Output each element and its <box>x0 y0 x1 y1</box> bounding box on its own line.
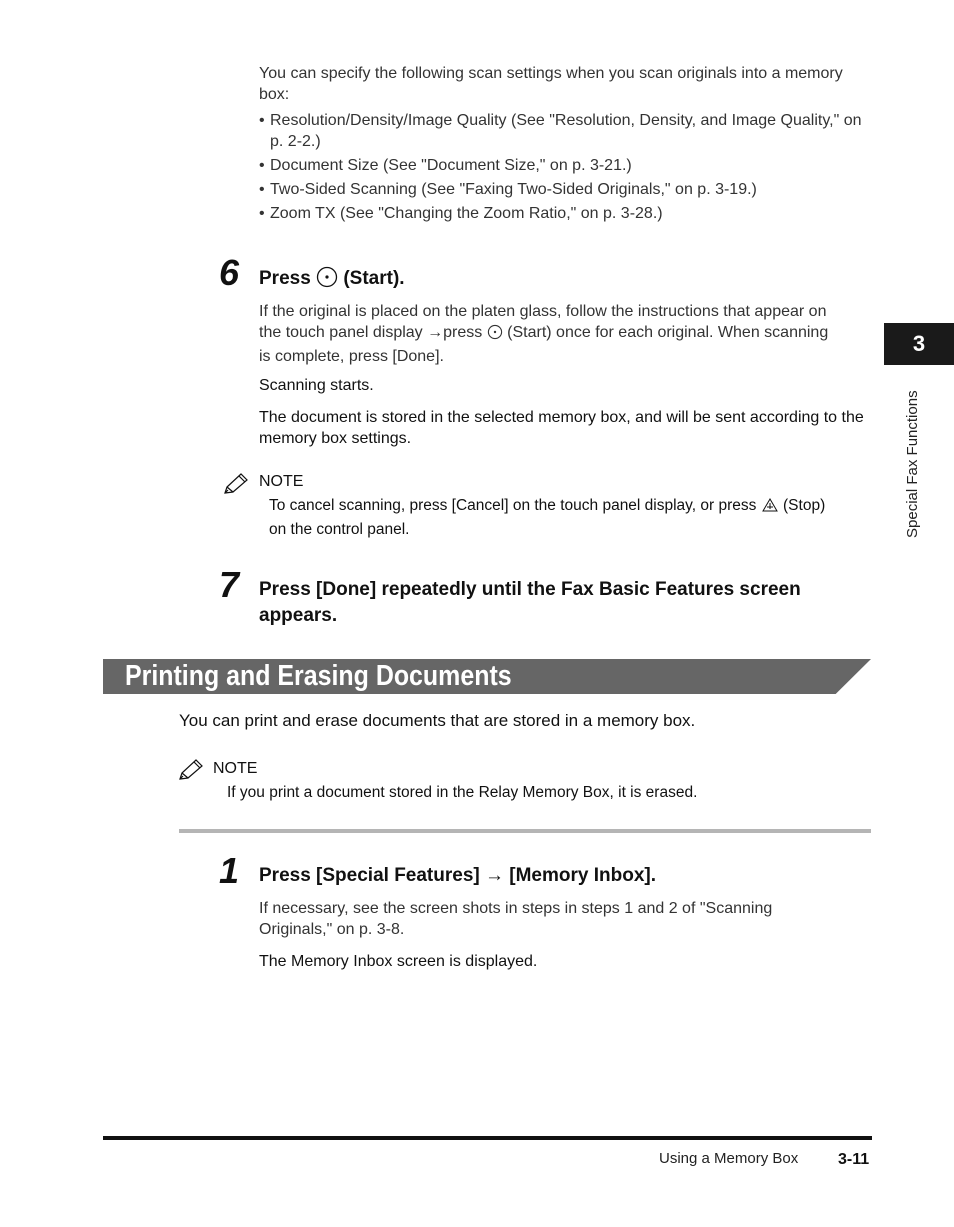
divider <box>179 829 871 833</box>
instruction-fragment: (Start) once for each original. When scanning <box>507 324 829 341</box>
step-instructions: If necessary, see the screen shots in steps in steps 1 and 2 of "Scanning Originals," on p. 3-8. <box>259 900 773 938</box>
chapter-tab: 3 <box>884 323 954 365</box>
step-title-post: (Start). <box>343 268 405 289</box>
note-text: If you print a document stored in the Relay Memory Box, it is erased. <box>227 784 698 801</box>
instruction-fragment: the touch panel display <box>259 324 423 341</box>
step-number: 6 <box>219 252 240 293</box>
step-number: 1 <box>219 850 240 891</box>
start-key-icon <box>487 324 503 346</box>
footer-rule <box>103 1136 872 1140</box>
step-title-fragment: Press [Special Features] <box>259 865 480 886</box>
note-fragment: (Stop) <box>783 497 826 514</box>
step-title: Press [Done] repeatedly until the Fax Basic Features screen appears. <box>259 579 801 626</box>
note-label: NOTE <box>259 473 304 490</box>
note-text <box>269 495 869 540</box>
start-key-icon <box>316 266 338 296</box>
step-result: The document is stored in the selected memory box, and will be sent according to the memory box settings. <box>259 409 864 447</box>
instruction-line <box>259 322 871 346</box>
section-intro: You can print and erase documents that are stored in a memory box. <box>179 711 696 730</box>
note-label: NOTE <box>213 760 258 777</box>
page-number: 3-11 <box>838 1151 870 1168</box>
section-title: Printing and Erasing Documents <box>125 660 512 692</box>
scan-settings-list <box>259 110 871 227</box>
step-instructions <box>259 301 871 367</box>
instruction-line: If the original is placed on the platen glass, follow the instructions that appear on <box>259 303 827 320</box>
arrow-right-icon: → <box>427 324 444 341</box>
arrow-right-icon: → <box>485 865 504 886</box>
step-title-pre: Press <box>259 268 311 289</box>
note-fragment: on the control panel. <box>269 521 410 538</box>
list-item: • Zoom TX (See "Changing the Zoom Ratio," on p. 3-28.) <box>259 203 871 224</box>
list-item: • Document Size (See "Document Size," on p. 3-21.) <box>259 155 871 176</box>
instruction-fragment: press <box>443 324 483 341</box>
chapter-label: Special Fax Functions <box>904 390 921 538</box>
list-item: • Resolution/Density/Image Quality (See "Resolution, Density, and Image Quality," on p. 2-2.) <box>259 110 871 152</box>
step-result: Scanning starts. <box>259 377 374 394</box>
list-item: • Two-Sided Scanning (See "Faxing Two-Sided Originals," on p. 3-19.) <box>259 179 871 200</box>
instruction-line: is complete, press [Done]. <box>259 348 444 365</box>
step-title-fragment: [Memory Inbox]. <box>509 865 657 886</box>
intro-text: You can specify the following scan settings when you scan originals into a memory box: <box>259 65 843 103</box>
stop-key-icon <box>761 497 779 519</box>
step-number: 7 <box>219 564 240 605</box>
footer-section: Using a Memory Box <box>659 1150 799 1167</box>
pencil-icon <box>177 758 205 787</box>
note-fragment: To cancel scanning, press [Cancel] on the touch panel display, or press <box>269 497 757 514</box>
pencil-icon <box>222 472 250 501</box>
step-title <box>259 266 405 296</box>
step-result: The Memory Inbox screen is displayed. <box>259 953 538 970</box>
step-title <box>259 863 656 889</box>
